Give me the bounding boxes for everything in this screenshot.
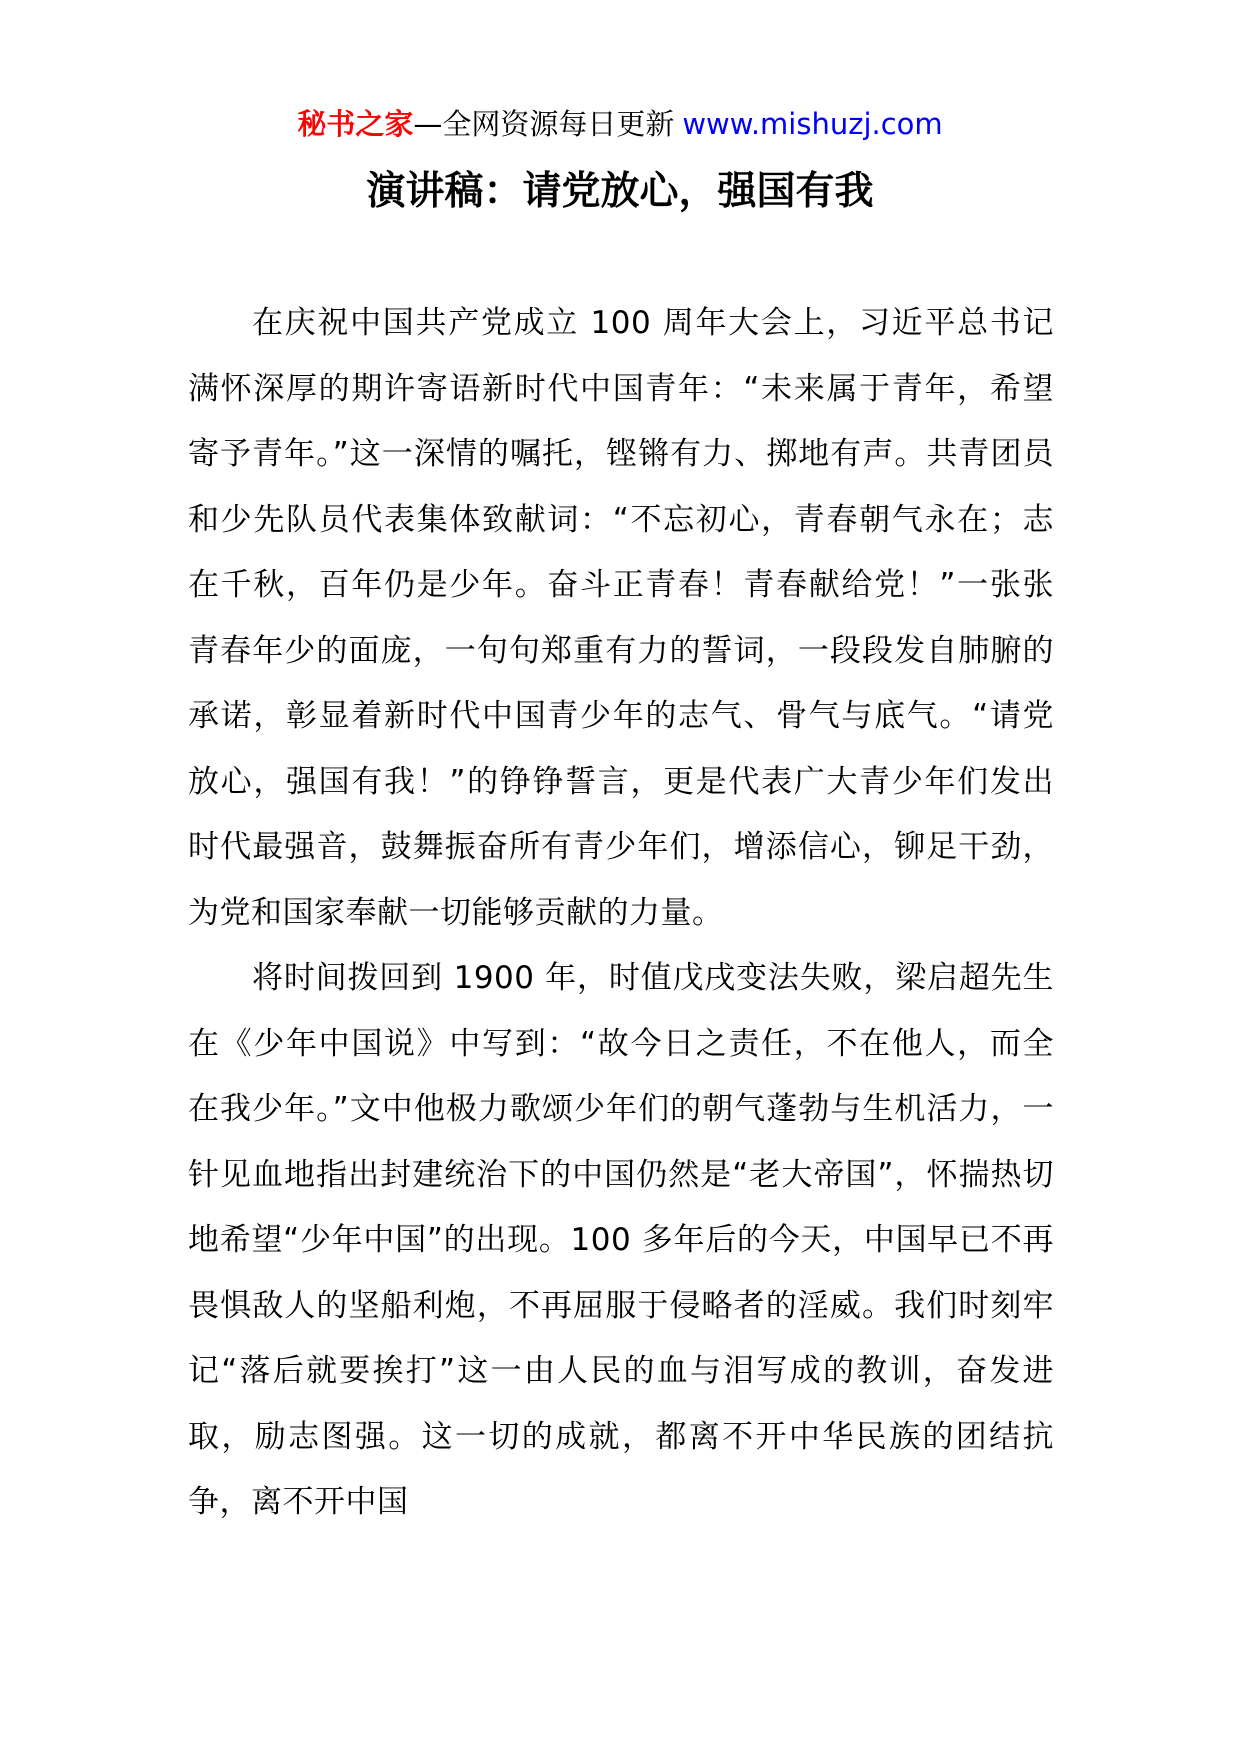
document-title: 演讲稿：请党放心，强国有我 bbox=[366, 169, 874, 214]
document-body bbox=[188, 291, 1054, 1536]
site-url-link[interactable]: www.mishuzj.com bbox=[682, 107, 943, 141]
site-header bbox=[0, 104, 1240, 144]
paragraph-2: 将时间拨回到 1900 年，时值戊戌变法失败，梁启超先生在《少年中国说》中写到：“故今日之责任，不在他人，而全在我少年。”文中他极力歌颂少年们的朝气蓬勃与生机活力，一针见血地指出封建统治下的中国仍然是“老大帝国”，怀揣热切地希望“少年中国”的出现。100 多年后的今天，中国早已不再畏惧敌人的坚船利炮，不再屈服于侵略者的淫威。我们时刻牢记“落后就要挨打”这一由人民的血与泪写成的教训，奋发进取，励志图强。这一切的成就，都离不开中华民族的团结抗争，离不开中国 bbox=[188, 960, 1054, 1520]
brand-name: 秘书之家 bbox=[297, 107, 414, 141]
paragraph-1: 在庆祝中国共产党成立 100 周年大会上，习近平总书记满怀深厚的期许寄语新时代中国青年：“未来属于青年，希望寄予青年。”这一深情的嘱托，铿锵有力、掷地有声。共青团员和少先队员代表集体致献词：“不忘初心，青春朝气永在；志在千秋，百年仍是少年。奋斗正青春！青春献给党！”一张张青春年少的面庞，一句句郑重有力的誓词，一段段发自肺腑的承诺，彰显着新时代中国青少年的志气、骨气与底气。“请党放心，强国有我！”的铮铮誓言，更是代表广大青少年们发出时代最强音，鼓舞振奋所有青少年们，增添信心，铆足干劲，为党和国家奉献一切能够贡献的力量。 bbox=[188, 305, 1054, 931]
header-tagline: —全网资源每日更新 bbox=[413, 107, 675, 141]
